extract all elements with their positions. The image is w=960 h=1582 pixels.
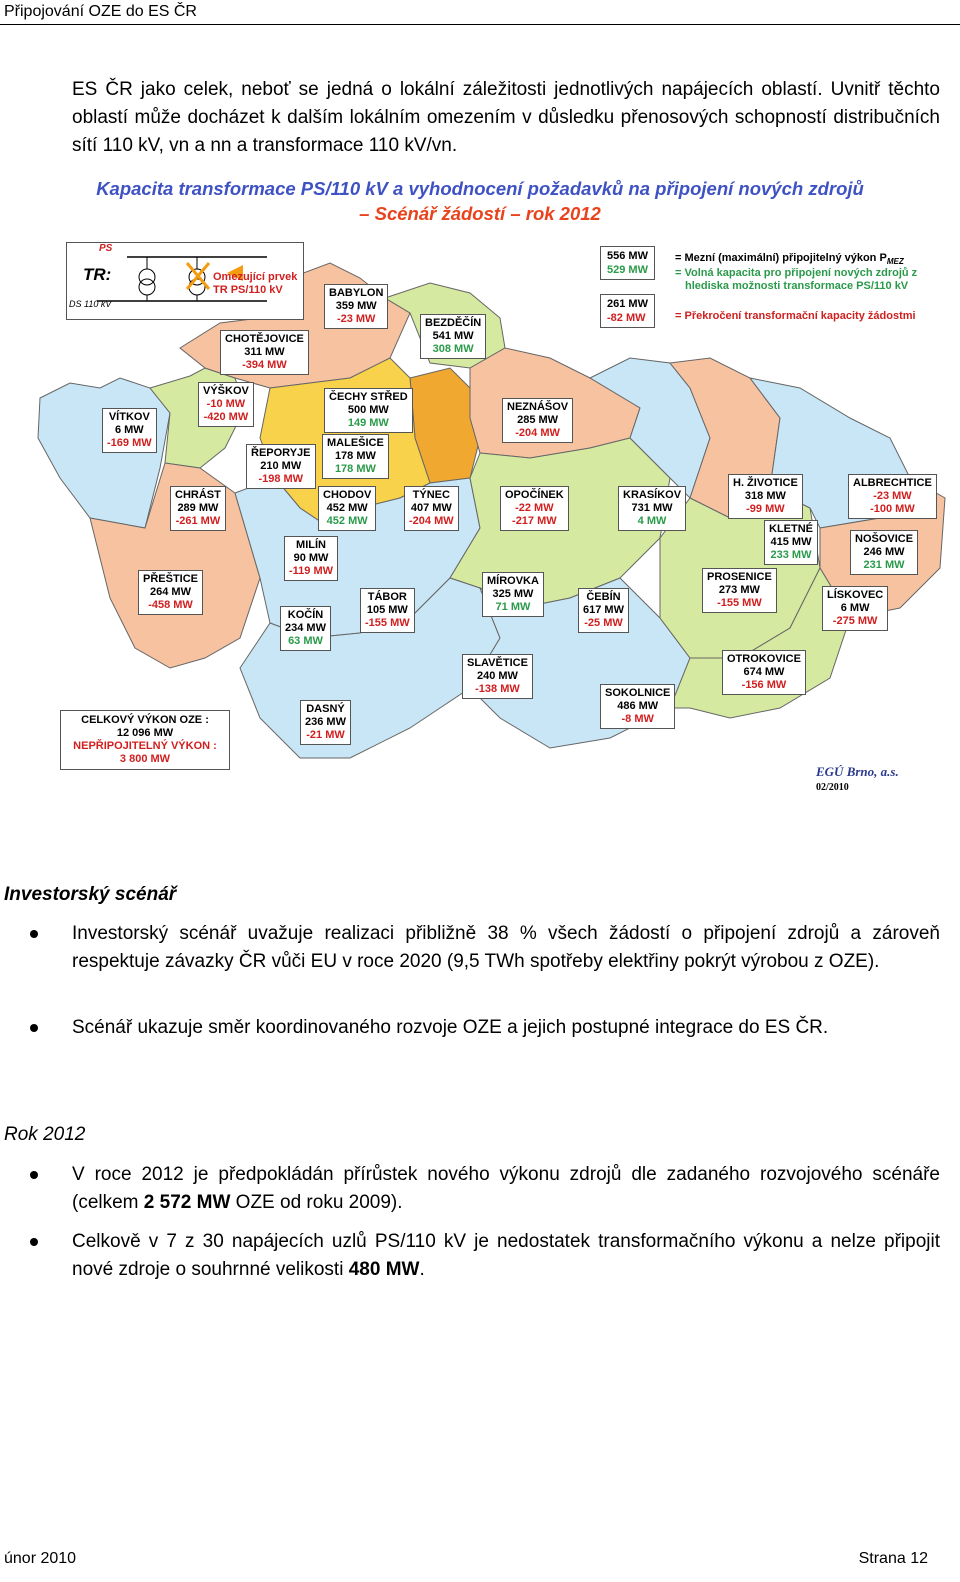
node-max: 264 MW [150, 586, 191, 598]
node-name: NEZNÁŠOV [507, 401, 569, 413]
node-name: ČEBÍN [586, 591, 621, 603]
node-remaining: -204 MW [515, 427, 560, 439]
credit-date: 02/2010 [816, 782, 849, 793]
total-box [60, 710, 230, 770]
node-max: 731 MW [631, 502, 673, 514]
legend-example-max2: 261 MW [607, 298, 648, 310]
legend-example-max: 556 MW [607, 250, 648, 262]
node-remaining: -23 MW [336, 313, 376, 325]
node-max: -23 MW [873, 490, 912, 502]
node-box [324, 284, 388, 329]
limit-label-1: Omezující prvek [213, 271, 298, 283]
node-max: 178 MW [334, 450, 376, 462]
node-remaining: -155 MW [717, 597, 762, 609]
node-max: 273 MW [718, 584, 760, 596]
node-max: 500 MW [347, 404, 389, 416]
node-name: KLETNÉ [769, 523, 813, 535]
node-name: ALBRECHTICE [853, 477, 932, 489]
node-box [764, 520, 818, 565]
node-name: NOŠOVICE [855, 533, 914, 545]
node-max: 452 MW [326, 502, 368, 514]
node-remaining: -99 MW [746, 503, 785, 515]
node-box [284, 536, 338, 581]
investor-heading: Investorský scénář [4, 884, 177, 905]
header-title: Připojování OZE do ES ČR [4, 3, 197, 20]
node-max: 210 MW [260, 460, 302, 472]
node-box [324, 388, 413, 433]
node-remaining: -25 MW [584, 617, 623, 629]
node-name: SLAVĚTICE [467, 657, 528, 669]
node-box [102, 408, 157, 453]
node-name: CHODOV [323, 489, 372, 501]
node-max: 6 MW [114, 424, 144, 436]
node-name: TÝNEC [412, 489, 450, 501]
intro-paragraph: ES ČR jako celek, neboť se jedná o lokální záležitosti jednotlivých napájecích oblastí. Uvnitř těchto oblastí může docházet k dalším lokálním omezením v důsledku přenosových schopností distribučních sítí 110 kV, vn a nn a transformace 110 kV/vn. [72, 79, 940, 156]
node-remaining: -156 MW [741, 679, 787, 691]
node-max: 674 MW [743, 666, 785, 678]
node-box [220, 330, 309, 375]
node-remaining: -138 MW [475, 683, 520, 695]
node-box [420, 314, 486, 359]
node-box [702, 568, 777, 613]
node-max: 541 MW [432, 330, 474, 342]
bullet-dot [30, 1171, 38, 1179]
node-name: OTROKOVICE [727, 653, 801, 665]
node-remaining: 233 MW [770, 549, 812, 561]
node-remaining: -458 MW [148, 599, 193, 611]
map-title: Kapacita transformace PS/110 kV a vyhodnocení požadavků na připojení nových zdrojů [96, 178, 864, 199]
node-max: 285 MW [517, 414, 559, 426]
node-remaining: -217 MW [512, 515, 557, 527]
node-box [300, 700, 351, 745]
legend-example-1 [600, 246, 655, 280]
node-box [246, 444, 316, 489]
limit-label-2: TR PS/110 kV [213, 284, 283, 296]
node-name: BEZDĚČÍN [425, 317, 482, 329]
node-name: KOČÍN [287, 609, 324, 621]
legend-example-over: -82 MW [607, 312, 646, 324]
node-name: PROSENICE [707, 571, 772, 583]
node-max: 90 MW [293, 552, 329, 564]
node-max: 486 MW [617, 700, 659, 712]
legend-max-text: = Mezní (maximální) připojitelný výkon $P_{MEZ}$ [675, 252, 904, 267]
node-box [578, 588, 629, 633]
node-max: 407 MW [410, 502, 452, 514]
node-remaining: -21 MW [306, 729, 345, 741]
node-name: MILÍN [296, 539, 326, 551]
node-remaining: -394 MW [242, 359, 287, 371]
node-remaining: 231 MW [863, 559, 905, 571]
node-max: 240 MW [476, 670, 518, 682]
header-divider [0, 24, 960, 25]
tr-label: TR: [83, 265, 112, 284]
node-box [404, 486, 459, 531]
credit-company: EGÚ Brno, a.s. [816, 764, 899, 779]
node-box [138, 570, 203, 615]
node-name: BABYLON [329, 287, 384, 299]
node-name: SOKOLNICE [605, 687, 671, 699]
node-remaining: 63 MW [288, 635, 323, 647]
node-remaining: 452 MW [326, 515, 368, 527]
node-box [170, 486, 226, 531]
node-max: 617 MW [583, 604, 624, 616]
node-box [618, 486, 686, 531]
node-remaining: -8 MW [621, 713, 654, 725]
node-max: 415 MW [770, 536, 812, 548]
node-remaining: 4 MW [637, 515, 667, 527]
node-name: VÝŠKOV [203, 385, 249, 397]
node-box [482, 572, 544, 617]
node-name: LÍSKOVEC [827, 589, 884, 601]
node-box [360, 588, 415, 633]
node-name: CHOTĚJOVICE [225, 333, 304, 345]
legend-over-text: = Překročení transformační kapacity žádostmi [675, 310, 916, 322]
node-max: 359 MW [335, 300, 377, 312]
node-name: ČECHY STŘED [329, 391, 408, 403]
node-name: TÁBOR [367, 591, 407, 603]
total-value: 12 096 MW [116, 727, 174, 739]
node-box [280, 606, 331, 651]
node-max: 234 MW [285, 622, 326, 634]
node-remaining: 308 MW [432, 343, 474, 355]
node-remaining: -169 MW [107, 437, 152, 449]
node-box [322, 434, 389, 479]
total-label: CELKOVÝ VÝKON OZE : [81, 714, 209, 726]
unconnectable-label: NEPŘIPOJITELNÝ VÝKON : [73, 740, 217, 752]
node-box [848, 474, 937, 519]
bullet-dot [30, 930, 38, 938]
ds-label: DS 110 kV [69, 299, 112, 309]
node-max: 311 MW [244, 346, 285, 358]
node-box [318, 486, 376, 531]
node-box [722, 650, 806, 695]
node-box [850, 530, 918, 575]
legend-free-text: = Volná kapacita pro připojení nových zdrojů z hlediska možnosti transformace PS/110 kV [675, 267, 918, 292]
node-remaining: -100 MW [870, 503, 915, 515]
node-box [462, 654, 533, 699]
node-box [600, 684, 675, 729]
year-heading: Rok 2012 [4, 1124, 86, 1145]
node-name: PŘEŠTICE [143, 573, 199, 585]
node-remaining: -204 MW [409, 515, 454, 527]
unconnectable-value: 3 800 MW [119, 753, 171, 765]
legend-example-free: 529 MW [607, 264, 648, 276]
node-remaining: 178 MW [334, 463, 376, 475]
node-remaining: -119 MW [289, 565, 334, 577]
node-max: 105 MW [366, 604, 408, 616]
node-remaining: -155 MW [365, 617, 410, 629]
node-max: -10 MW [206, 398, 246, 410]
node-name: H. ŽIVOTICE [733, 477, 798, 489]
node-name: KRASÍKOV [623, 489, 682, 501]
footer-date: únor 2010 [4, 1550, 77, 1567]
region-west [38, 378, 170, 528]
node-box [822, 586, 888, 631]
node-name: VÍTKOV [108, 411, 150, 423]
node-box [502, 398, 573, 443]
node-remaining: 149 MW [347, 417, 389, 429]
footer-page: Strana 12 [858, 1550, 928, 1567]
node-name: DASNÝ [306, 703, 345, 715]
node-name: ŘEPORYJE [251, 447, 311, 459]
node-name: OPOČÍNEK [505, 489, 564, 501]
bullet-dot [30, 1238, 38, 1246]
capacity-map [30, 238, 960, 800]
node-max: 246 MW [863, 546, 905, 558]
node-remaining: -275 MW [832, 615, 878, 627]
node-box [728, 474, 803, 519]
node-remaining: -420 MW [203, 411, 249, 423]
node-name: MÍROVKA [487, 575, 539, 587]
node-box [500, 486, 569, 531]
bullet-dot [30, 1024, 38, 1032]
node-max: 236 MW [305, 716, 346, 728]
node-remaining: -198 MW [258, 473, 304, 485]
node-max: 325 MW [492, 588, 534, 600]
node-name: CHRÁST [175, 489, 221, 501]
node-remaining: -261 MW [175, 515, 221, 527]
node-max: 318 MW [744, 490, 786, 502]
legend-example-2 [600, 294, 655, 328]
transformer-schema [66, 242, 304, 320]
node-max: 6 MW [840, 602, 870, 614]
node-name: MALEŠICE [327, 437, 384, 449]
node-max: 289 MW [177, 502, 219, 514]
node-box [198, 382, 254, 427]
node-remaining: 71 MW [495, 601, 531, 613]
map-subtitle: – Scénář žádostí – rok 2012 [359, 203, 601, 224]
node-max: -22 MW [515, 502, 554, 514]
ps-label: PS [99, 243, 113, 254]
